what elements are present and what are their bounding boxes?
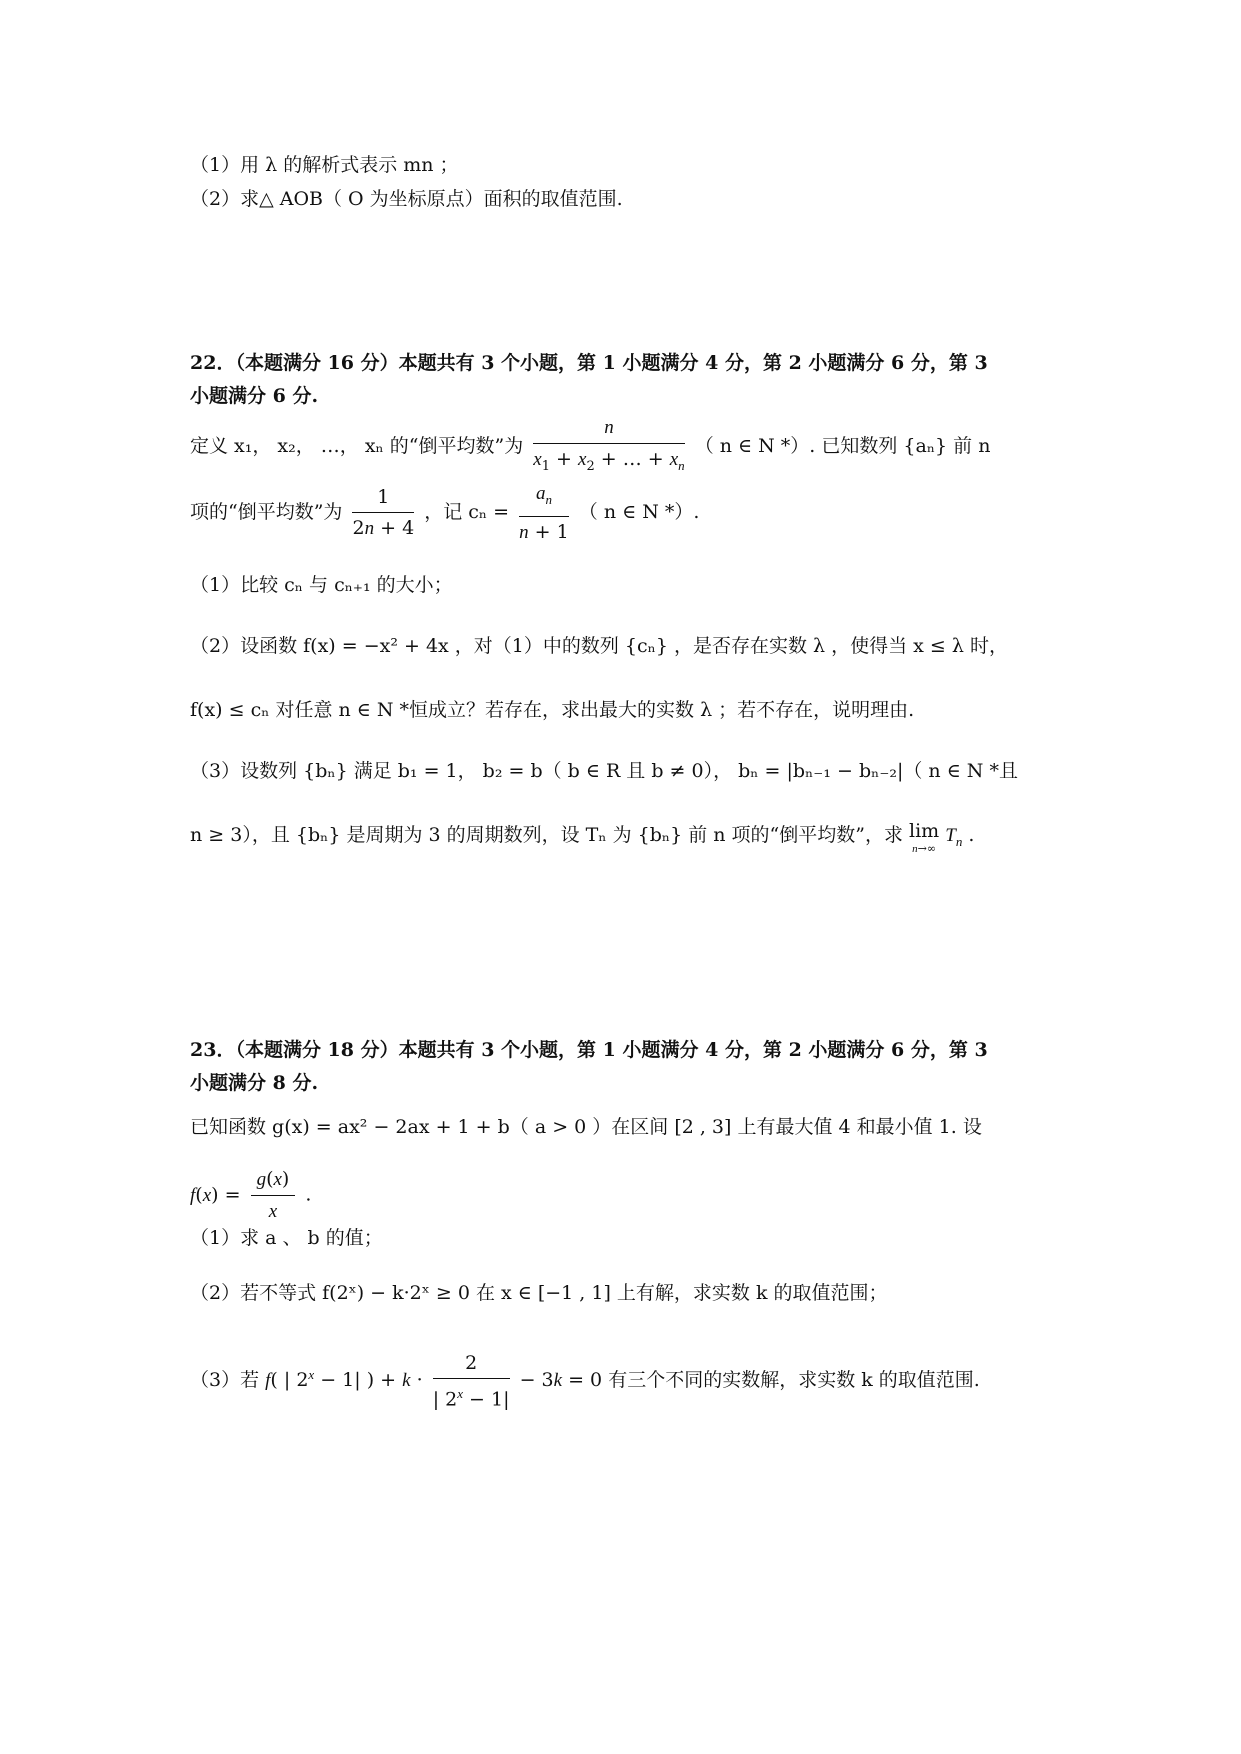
q22-line2-suffix: （ n ∈ N *）. [578,500,700,523]
q22-line2: 项的“倒平均数”为 $\frac{1}{2n + 4}$ ，记 cₙ = $\frac{a_n}{n + 1}$ （ n ∈ N *）. [190,480,699,546]
q22-part1: （1）比较 cₙ 与 cₙ₊₁ 的大小； [190,574,453,596]
q22-line2-mid: ，记 cₙ [424,500,488,523]
q21-part1: （1）用 λ 的解析式表示 mn ； [190,154,459,176]
q22-def-suffix: （ n ∈ N *）. 已知数列 {aₙ} 前 n [694,434,991,457]
q23-part1: （1）求 a 、 b 的值； [190,1227,383,1249]
q23-header-line2: 小题满分 8 分. [190,1072,319,1094]
q22-def-prefix: 定义 x₁， x₂， …， xₙ 的“倒平均数”为 [190,434,524,457]
q23-header-line1: 23．（本题满分 18 分）本题共有 3 个小题，第 1 小题满分 4 分，第 2 小题满分 6 分，第 3 [190,1039,988,1061]
fraction-g-over-x: $\frac{g(x)}{x}$ [251,1166,296,1225]
q22-line2-prefix: 项的“倒平均数”为 [190,500,343,523]
q23-given: 已知函数 g(x) = ax² − 2ax + 1 + b（ a > 0 ）在区间 [2 , 3] 上有最大值 4 和最小值 1. 设 [190,1116,982,1138]
q22-header-line2: 小题满分 6 分. [190,385,319,407]
q22-part2-line1: （2）设函数 f(x) = −x² + 4x ，对（1）中的数列 {cₙ} ，是否存在实数 λ ，使得当 x ≤ λ 时， [190,635,1008,657]
fraction-an-over-n-plus-1: $\frac{a_n}{n + 1}$ [519,480,569,546]
q22-part3-line2: n ≥ 3），且 {bₙ} 是周期为 3 的周期数列，设 Tₙ 为 {bₙ} 前 n 项的“倒平均数”，求 lim n→∞ $T_n$ . [190,822,974,858]
q21-part2: （2）求△ AOB（ O 为坐标原点）面积的取值范围. [190,188,623,210]
q22-header-line1: 22．（本题满分 16 分）本题共有 3 个小题，第 1 小题满分 4 分，第 2 小题满分 6 分，第 3 [190,352,988,374]
q23-define-f: f(x) = $\frac{g(x)}{x}$ . [190,1166,311,1225]
q23-part3: （3）若 f( | $2^x - 1|$ ) + k · $\frac{2}{| 2^x - 1|}$ − 3k = 0 有三个不同的实数解，求实数 k 的取值范围. [190,1352,980,1411]
q23-part2: （2）若不等式 f(2ˣ) − k·2ˣ ≥ 0 在 x ∈ [−1 , 1] 上有解，求实数 k 的取值范围； [190,1282,888,1304]
q22-part3-line1: （3）设数列 {bₙ} 满足 b₁ = 1， b₂ = b（ b ∈ R 且 b ≠ 0）， bₙ = |bₙ₋₁ − bₙ₋₂|（ n ∈ N *且 [190,760,1018,782]
limit-expression: lim n→∞ [909,820,940,855]
fraction-2-over-abs: $\frac{2}{| 2^x - 1|}$ [432,1352,510,1411]
q22-part2-line2: f(x) ≤ cₙ 对任意 n ∈ N *恒成立？若存在，求出最大的实数 λ ；若不存在，说明理由. [190,699,915,721]
q23-part3-suffix: 有三个不同的实数解，求实数 k 的取值范围. [608,1369,980,1392]
fraction-1-over-2n-plus-4: $\frac{1}{2n + 4}$ [352,485,415,539]
reciprocal-mean-fraction: $\frac{n}{x_1 + x_2 + \dots + x_n}$ [533,414,684,480]
q23-part3-prefix: （3）若 [190,1369,260,1392]
q22-definition [190,414,990,480]
q22-part3-line2-text: n ≥ 3），且 {bₙ} 是周期为 3 的周期数列，设 Tₙ 为 {bₙ} 前 n 项的“倒平均数”，求 [190,824,903,846]
